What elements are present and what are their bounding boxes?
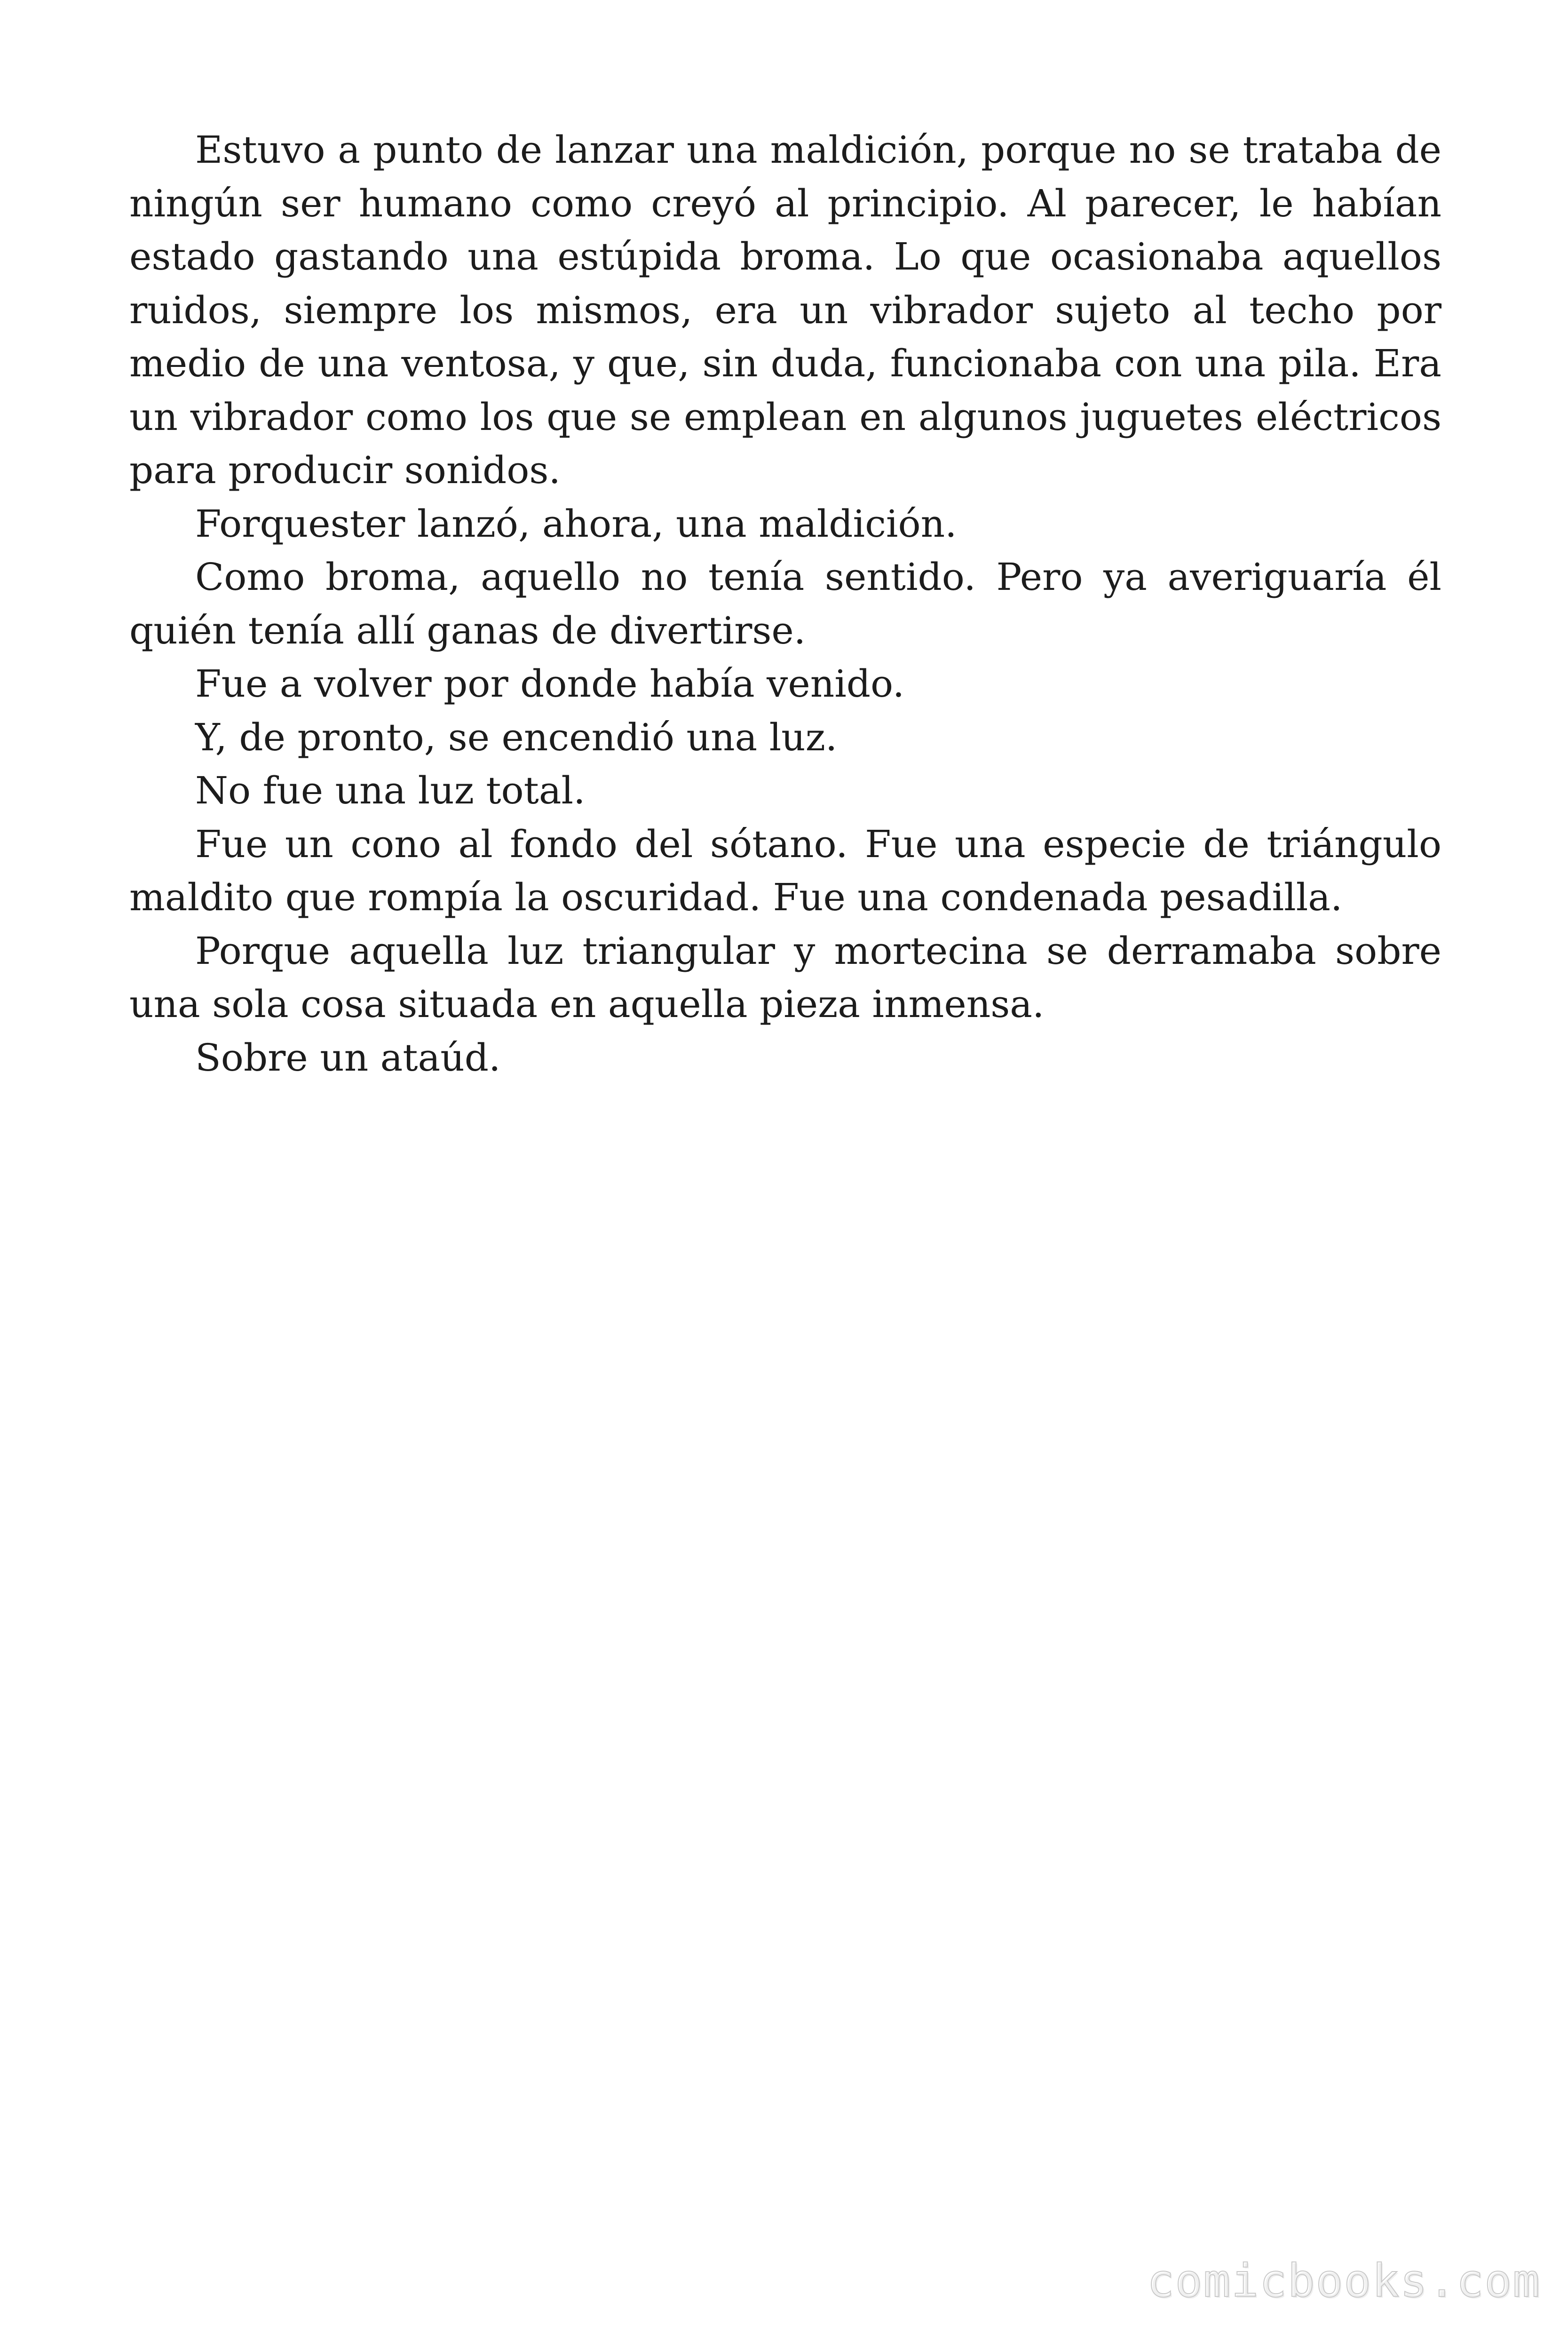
paragraph-1: Estuvo a punto de lanzar una maldición, porque no se trataba de ningún ser humano como creyó al principio. Al parecer, le habían estado gastando una estúpida broma. Lo que ocasionaba aquellos ruidos, siempre los mismos, era un vibrador sujeto al techo por medio de una ventosa, y que, sin duda, funcionaba con una pila. Era un vibrador como los que se emplean en algunos juguetes eléctricos para producir sonidos. xyxy=(129,128,1441,492)
paragraph-4: Fue a volver por donde había venido. xyxy=(195,662,905,706)
paragraph-3: Como broma, aquello no tenía sentido. Pero ya averiguaría él quién tenía allí ganas de divertirse. xyxy=(129,555,1441,652)
body-text xyxy=(129,123,1441,1084)
paragraph-5: Y, de pronto, se encendió una luz. xyxy=(195,715,838,759)
paragraph-2: Forquester lanzó, ahora, una maldición. xyxy=(195,501,957,546)
paragraph-7: Fue un cono al fondo del sótano. Fue una especie de triángulo maldito que rompía la oscuridad. Fue una condenada pesadilla. xyxy=(129,822,1441,919)
paragraph-8: Porque aquella luz triangular y mortecina se derramaba sobre una sola cosa situada en aquella pieza inmensa. xyxy=(129,929,1441,1026)
watermark: comicbooks.com xyxy=(1147,2255,1541,2307)
paragraph-9: Sobre un ataúd. xyxy=(195,1035,501,1080)
paragraph-6: No fue una luz total. xyxy=(195,769,586,812)
